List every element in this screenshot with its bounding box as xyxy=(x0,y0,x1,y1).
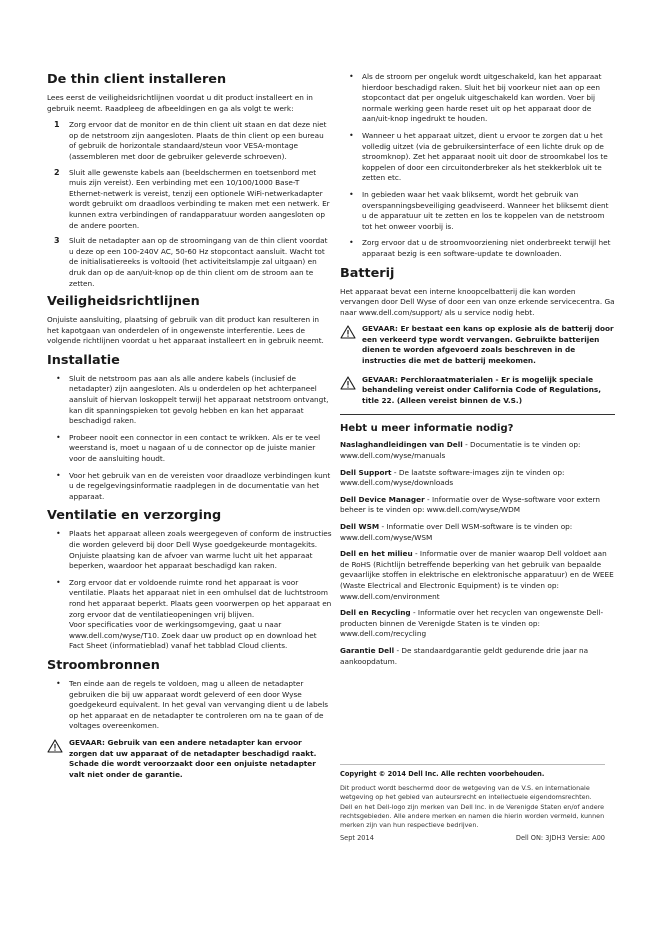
info-item xyxy=(340,468,615,489)
install-title: De thin client installeren xyxy=(47,72,227,87)
list-item xyxy=(47,374,332,427)
bullet-icon: • xyxy=(56,577,61,587)
info-item xyxy=(340,495,615,516)
step-item xyxy=(47,120,332,162)
list-item xyxy=(47,578,332,652)
warning-text: GEVAAR: Er bestaat een kans op explosie als de batterij door een verkeerd type wordt vervangen. Gebruikte batterijen dienen te worden afgevoerd zoals beschreven in de instructies die met de batterij meekomen. xyxy=(362,324,614,366)
document-number: Dell ON: 3JDH3 Versie: A00 xyxy=(515,834,605,843)
info-text: - Informatie over de Wyse-software voor extern beheer is te vinden op: www.dell.com/wyse/WDM xyxy=(340,494,601,515)
info-label: Dell Device Manager xyxy=(340,494,425,504)
battery-warning xyxy=(340,324,615,366)
info-label: Dell WSM xyxy=(340,522,380,531)
list-item-text: Sluit de netstroom pas aan als alle andere kabels (inclusief de netadapter) zijn aangesloten. Als u onderdelen op het achterpaneel aansluit of hiervan loskoppelt terwijl het apparaat netstroom ontvangt, kan dit spanningspieken tot gevolg hebben en kan het apparaat beschadigd raken. xyxy=(69,373,329,426)
install-intro: Lees eerst de veiligheidsrichtlijnen voordat u dit product installeert en in gebruik neemt. Raadpleeg de afbeeldingen en ga als volgt te werk: xyxy=(47,93,313,113)
legal-text: Dit product wordt beschermd door de wetgeving van de V.S. en internationale wetgeving op het gebied van auteursrecht en intellectuele eigendomsrechten. Dell en het Dell-logo zijn merken van Dell Inc. in de Verenigde Staten en/of andere rechtsgebieden. Alle andere merken en namen die hierin worden vermeld, kunnen merken zijn van hun respectieve bedrijven. xyxy=(340,784,605,830)
list-item-text: Voor het gebruik van en de vereisten voor draadloze verbindingen kunt u de regelgevingsinformatie raadplegen in de documentatie van het apparaat. xyxy=(69,470,331,501)
info-label: Naslaghandleidingen van Dell xyxy=(340,440,463,450)
list-item-text: Ten einde aan de regels te voldoen, mag u alleen de netadapter gebruiken die bij uw apparaat wordt geleverd of een door Wyse goedgekeurd equivalent. In het geval van vervanging dient u de labels op het apparaat en de netadapter te controleren om na te gaan of de voltages overeenkomen. xyxy=(69,678,329,731)
battery-text: Het apparaat bevat een interne knoopcelbatterij die kan worden vervangen door Dell Wyse of door een van onze erkende servicecentra. Ga naar www.dell.com/support/ als u service nodig hebt. xyxy=(340,286,615,317)
footer-bottom xyxy=(340,834,605,844)
safety-text: Onjuiste aansluiting, plaatsing of gebruik van dit product kan resulteren in het kapotgaan van onderdelen of in ongewenste interferentie. Lees de volgende richtlijnen voordat u het apparaat installeert en in gebruik neemt. xyxy=(47,315,324,346)
info-item xyxy=(340,440,615,461)
list-item xyxy=(340,190,615,232)
footer xyxy=(340,764,605,844)
warning-text: GEVAAR: Gebruik van een andere netadapter kan ervoor zorgen dat uw apparaat of de netadapter beschadigd raakt. Schade die wordt veroorzaakt door een onjuiste netadapter valt niet onder de garantie. xyxy=(69,737,317,779)
list-item-text: Zorg ervoor dat u de stroomvoorziening niet onderbreekt terwijl het apparaat bezig is een software-update te downloaden. xyxy=(362,238,611,258)
info-item xyxy=(340,522,615,543)
step-number: 3 xyxy=(54,236,60,246)
bullet-icon: • xyxy=(349,130,354,140)
power-title: Stroombronnen xyxy=(47,657,160,673)
bullet-icon: • xyxy=(349,238,354,248)
copyright: Copyright © 2014 Dell Inc. Alle rechten voorbehouden. xyxy=(340,770,545,778)
list-item xyxy=(47,679,332,732)
installatie-title: Installatie xyxy=(47,352,120,368)
info-text: - Informatie over Dell WSM-software is te vinden op: www.dell.com/wyse/WSM xyxy=(340,522,573,542)
document-date: Sept 2014 xyxy=(340,834,374,843)
safety-title: Veiligheidsrichtlijnen xyxy=(47,294,200,310)
list-item-text: Als de stroom per ongeluk wordt uitgeschakeld, kan het apparaat hierdoor beschadigd raken. Sluit het bij voorkeur niet aan op een stopcontact dat per ongeluk uitgeschakeld kan worden. Voer bij normale werking geen harde reset uit op het apparaat door de aan/uit-knop ingedrukt te houden. xyxy=(362,72,602,124)
list-item xyxy=(47,529,332,571)
step-number: 1 xyxy=(54,120,60,130)
list-item xyxy=(340,72,615,125)
info-text: - Documentatie is te vinden op: www.dell.com/wyse/manuals xyxy=(340,440,581,461)
info-text: - Informatie over de manier waarop Dell voldoet aan de RoHS (Richtlijn betreffende beperking van het gebruik van bepaalde gevaarlijke stoffen in elektrische en elektronische apparatuur) en de WEEE (Waste Electrical and Electronic Equipment) is te vinden op: www.dell.com/environment xyxy=(340,549,614,601)
power-list xyxy=(47,679,332,732)
info-label: Dell Support xyxy=(340,467,392,477)
bullet-icon: • xyxy=(56,678,61,688)
bullet-icon: • xyxy=(349,72,354,81)
list-item xyxy=(47,433,332,465)
footer-divider xyxy=(340,764,605,765)
info-text: - De standaardgarantie geldt gedurende drie jaar na aankoopdatum. xyxy=(340,645,589,666)
list-item-text: Zorg ervoor dat er voldoende ruimte rond het apparaat is voor ventilatie. Plaats het apparaat niet in een omhulsel dat de luchtstroom rond het apparaat beperkt. Plaats geen voorwerpen op het apparaat en zorg ervoor dat de ventilatieopeningen vrij blijven. Voor specificaties voor de werkingsomgeving, gaat u naar www.dell.com/wyse/T10. Zoek daar uw product op en download het Fact Sheet (informatieblad) vanaf het tabblad Cloud clients. xyxy=(69,577,332,651)
step-text: Sluit de netadapter aan op de stroomingang van de thin client voordat u deze op een 100-240V AC, 50-60 Hz stopcontact aansluit. Wacht tot de initialisatiereeks is voltooid (het activiteitslampje zal uitgaan) en druk dan op de aan/uit-knop op de thin client om de stroom aan te zetten. xyxy=(69,236,328,288)
info-label: Garantie Dell xyxy=(340,645,395,655)
bullet-icon: • xyxy=(56,470,61,480)
step-text: Zorg ervoor dat de monitor en de thin client uit staan en dat deze niet op de netstroom zijn aangesloten. Plaats de thin client op een bureau of gebruik de horizontale standaard/steun voor VESA-montage (assembleren met door de gebruiker geleverde schroeven). xyxy=(69,120,327,161)
warning-triangle-icon xyxy=(47,739,63,753)
installatie-list xyxy=(47,374,332,503)
install-steps xyxy=(47,120,332,289)
info-text: - De laatste software-images zijn te vinden op: www.dell.com/wyse/downloads xyxy=(340,467,565,488)
list-item-text: Wanneer u het apparaat uitzet, dient u ervoor te zorgen dat u het volledig uitzet (via de gebruikersinterface of een lichte druk op de stroomknop). Zet het apparaat nooit uit door de stroomkabel los te koppelen of door een circuitonderbreker als het stekkerblok uit te zetten etc. xyxy=(362,130,608,183)
bullet-icon: • xyxy=(56,529,61,539)
warning-text: GEVAAR: Perchloraatmaterialen - Er is mogelijk speciale behandeling vereist onder California Code of Regulations, title 22. (Alleen vereist binnen de V.S.) xyxy=(362,374,602,405)
more-info-title: Hebt u meer informatie nodig? xyxy=(340,423,514,435)
info-item xyxy=(340,549,615,602)
right-column xyxy=(340,72,615,673)
step-item xyxy=(47,168,332,232)
info-item xyxy=(340,608,615,640)
battery-title: Batterij xyxy=(340,265,395,281)
ventilation-title: Ventilatie en verzorging xyxy=(47,508,222,524)
power-list-continued xyxy=(340,72,615,260)
warning-triangle-icon xyxy=(340,325,356,339)
list-item xyxy=(340,238,615,259)
info-item xyxy=(340,646,615,667)
list-item-text: Probeer nooit een connector in een contact te wrikken. Als er te veel weerstand is, moet u nagaan of u de connector op de juiste manier voor de aansluiting houdt. xyxy=(69,432,321,464)
list-item-text: Plaats het apparaat alleen zoals weergegeven of conform de instructies die worden geleverd bij door Dell Wyse goedgekeurde montagekits. Onjuiste plaatsing kan de afvoer van warme lucht uit het apparaat beperken, waardoor het apparaat beschadigd kan raken. xyxy=(69,529,332,571)
list-item xyxy=(340,131,615,184)
bullet-icon: • xyxy=(56,373,61,383)
list-item-text: In gebieden waar het vaak bliksemt, wordt het gebruik van overspanningsbeveiliging geadviseerd. Wanneer het bliksemt dient u de apparatuur uit te zetten en los te koppelen van de netstroom tot het onweer voorbij is. xyxy=(362,189,609,231)
bullet-icon: • xyxy=(56,432,61,442)
info-label: Dell en Recycling xyxy=(340,608,411,618)
divider xyxy=(340,414,615,415)
step-item xyxy=(47,236,332,289)
step-text: Sluit alle gewenste kabels aan (beeldschermen en toetsenbord met muis zijn vereist). Een verbinding met een 10/100/1000 Base-T Ethernet-netwerk is vereist, tenzij een optionele WiFi-netwerkadapter wordt gebruikt om draadloos verbinding te maken met een netwerk. Er kunnen extra verbindingen of randapparatuur worden aangesloten op de andere poorten. xyxy=(69,167,330,230)
perchlorate-warning xyxy=(340,375,615,407)
warning-triangle-icon xyxy=(340,376,356,390)
list-item xyxy=(47,471,332,503)
info-text: - Informatie over het recyclen van ongewenste Dell-producten binnen de Verenigde Staten is te vinden op: www.dell.com/recycling xyxy=(340,608,604,639)
power-warning xyxy=(47,738,332,780)
bullet-icon: • xyxy=(349,189,354,199)
info-label: Dell en het milieu xyxy=(340,549,413,559)
left-column xyxy=(47,72,332,788)
step-number: 2 xyxy=(54,167,60,177)
ventilation-list xyxy=(47,529,332,652)
